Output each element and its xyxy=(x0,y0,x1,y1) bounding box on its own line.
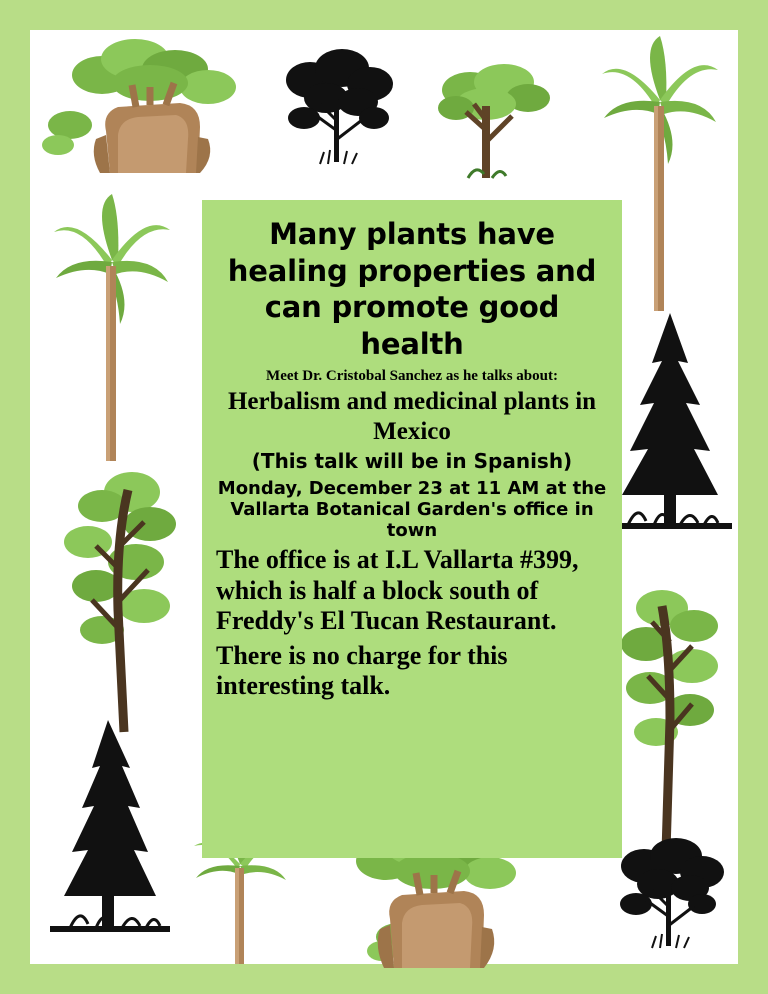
palm-tree-left-upper xyxy=(40,180,180,470)
talk-topic: Herbalism and medicinal plants in Mexico xyxy=(227,388,597,445)
event-datetime-location: Monday, December 23 at 11 AM at the Vallarta Botanical Garden's office in town xyxy=(217,477,607,542)
no-charge-note: There is no charge for this interesting talk. xyxy=(216,640,508,701)
acacia-tree-top xyxy=(420,50,555,185)
poster-headline: Many plants have healing properties and can promote good health xyxy=(227,217,597,361)
office-address: The office is at I.L Vallarta #399, which is half a block south of Freddy's El Tucan Restaurant. xyxy=(216,545,579,636)
speaker-intro-line: Meet Dr. Cristobal Sanchez as he talks about: xyxy=(266,368,558,385)
baobab-tree-top-left xyxy=(40,35,255,175)
black-tree-silhouette-top xyxy=(270,40,400,170)
leafy-tree-left-middle xyxy=(40,450,190,740)
announcement-panel xyxy=(202,200,622,858)
poster-inner-frame xyxy=(30,30,738,964)
language-note: (This talk will be in Spanish) xyxy=(251,449,573,474)
pine-tree-silhouette-bottom-left xyxy=(30,710,190,960)
